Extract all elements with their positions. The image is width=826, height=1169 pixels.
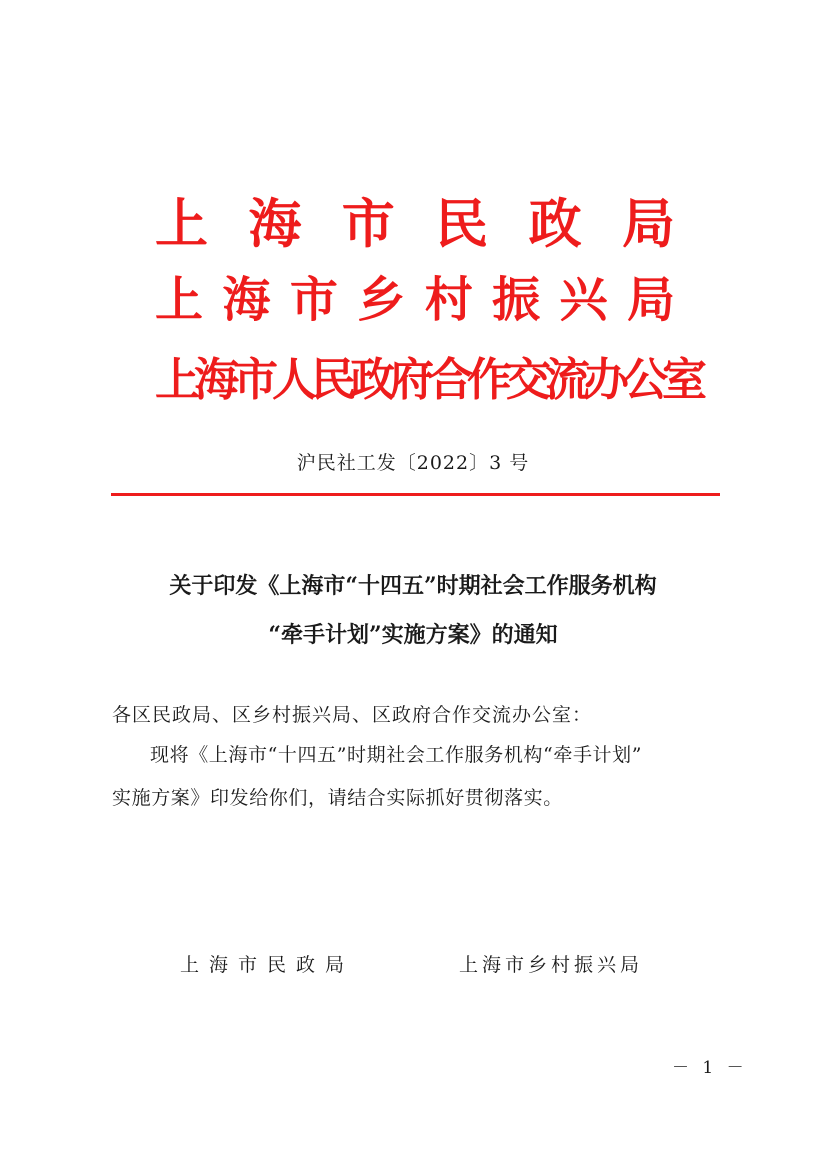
issuer-1-char: 政 bbox=[528, 193, 582, 255]
issuer-1-char: 局 bbox=[621, 193, 675, 255]
issuer-2-char: 兴 bbox=[559, 272, 608, 328]
issuer-2-char: 振 bbox=[492, 272, 541, 328]
signature-rural-revitalization-bureau: 上海市乡村振兴局 bbox=[459, 954, 644, 976]
issuer-2-char: 市 bbox=[289, 272, 338, 328]
issuer-1-char: 民 bbox=[435, 193, 489, 255]
addressee-line: 各区民政局、区乡村振兴局、区政府合作交流办公室： bbox=[112, 704, 593, 726]
issuer-2-char: 上 bbox=[155, 272, 204, 328]
issuer-name-cooperation-office: 上海市人民政府合作交流办公室 bbox=[155, 353, 702, 406]
issuer-1-char: 海 bbox=[248, 193, 302, 255]
body-paragraph-line-2: 实施方案》印发给你们，请结合实际抓好贯彻落实。 bbox=[112, 787, 563, 809]
notice-title-line-2: “牵手计划”实施方案》的通知 bbox=[268, 622, 558, 648]
body-paragraph-line-1: 现将《上海市“十四五”时期社会工作服务机构“牵手计划” bbox=[150, 744, 643, 766]
notice-title-line-1: 关于印发《上海市“十四五”时期社会工作服务机构 bbox=[169, 573, 657, 599]
red-divider-line bbox=[111, 493, 720, 496]
issuer-2-char: 乡 bbox=[357, 272, 406, 328]
issuer-name-civil-affairs-bureau bbox=[155, 191, 675, 257]
issuer-2-char: 局 bbox=[626, 272, 675, 328]
issuer-1-char: 上 bbox=[155, 193, 208, 255]
issuer-2-char: 村 bbox=[424, 272, 473, 328]
page-number: － 1 － bbox=[672, 1058, 748, 1078]
issuer-2-char: 海 bbox=[222, 272, 271, 328]
issuer-name-rural-revitalization-bureau bbox=[155, 267, 675, 333]
issuer-1-char: 市 bbox=[341, 193, 395, 255]
signature-civil-affairs-bureau: 上海市民政局 bbox=[180, 954, 355, 976]
document-number: 沪民社工发〔2022〕3 号 bbox=[296, 452, 530, 474]
